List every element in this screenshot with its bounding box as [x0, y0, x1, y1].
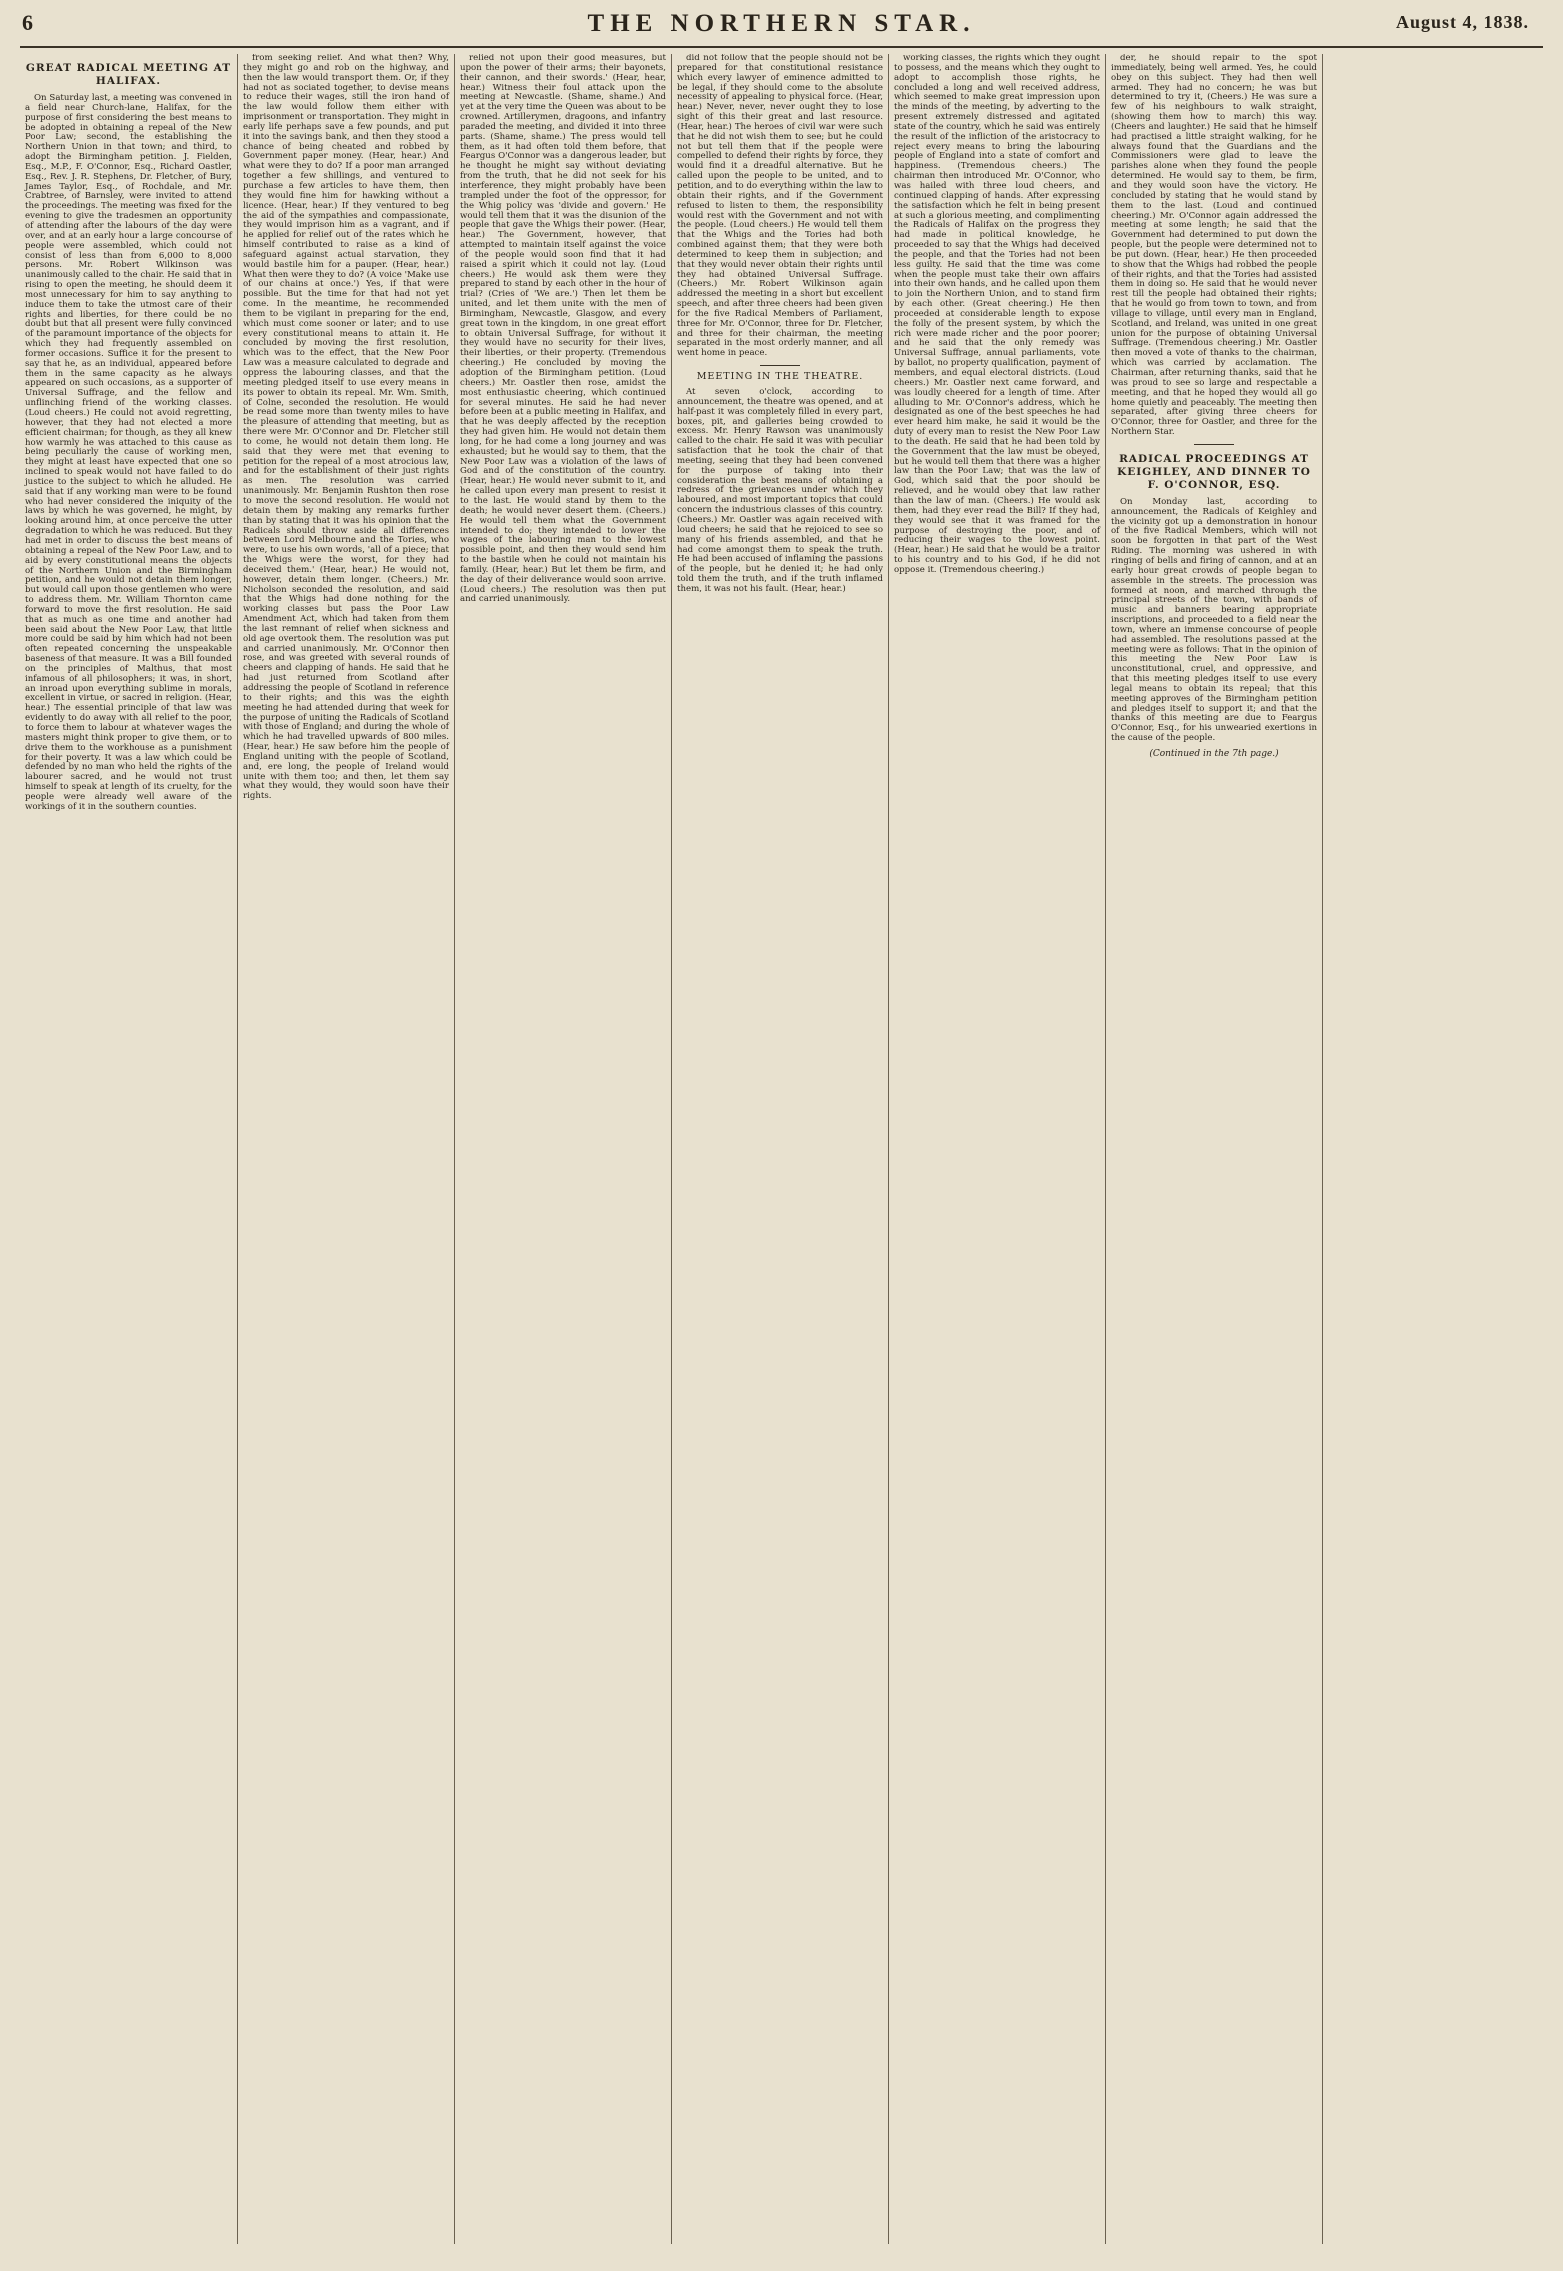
page-number: 6: [22, 10, 33, 35]
newspaper-title: THE NORTHERN STAR.: [587, 10, 976, 37]
article-headline: GREAT RADICAL MEETING AT HALIFAX.: [25, 62, 232, 87]
masthead: [0, 0, 1563, 44]
issue-date: August 4, 1838.: [1395, 12, 1529, 32]
article-body: did not follow that the people should not be prepared for that constitutional resistance which every lawyer of eminence admitted to be legal, if they should come to the absolute necessity of appealing to physical force. (Hear, hear.) Never, never, never ought they to lose sight of this their great and last resource. (Hear, hear.) The heroes of civil war were such that he did not wish them to see; but he could not but tell them that if the people were compelled to defend their rights by force, they would find it a dreadful alternative. But he called upon the people to be united, and to petition, and to do everything within the law to obtain their rights, and if the Government refused to listen to them, the responsibility would rest with the Government and not with the people. (Loud cheers.) He would tell them that the Whigs and the Tories had both combined against them; that they were both determined to keep them in subjection; and that they would never obtain their rights until they had obtained Universal Suffrage. (Cheers.) Mr. Robert Wilkinson again addressed the meeting in a short but excellent speech, and after three cheers had been given for the five Radical Members of Parliament, three for Mr. O'Connor, three for Dr. Fletcher, and three for their chairman, the meeting separated in the most orderly manner, and all went home in peace.: [677, 54, 883, 359]
article-body: On Saturday last, a meeting was convened in a field near Church-lane, Halifax, for the purpose of first considering the best means to be adopted in obtaining a repeal of the New Poor Law; second, the establishing the Northern Union in that town; and third, to adopt the Birmingham petition. J. Fielden, Esq., M.P., F. O'Connor, Esq., Richard Oastler, Esq., Rev. J. R. Stephens, Dr. Fletcher, of Bury, James Taylor, Esq., of Rochdale, and Mr. Crabtree, of Barnsley, were invited to attend the proceedings. The meeting was fixed for the evening to give the tradesmen an opportunity of attending after the labours of the day were over, and at an early hour a large concourse of people were assembled, which could not consist of less than from 6,000 to 8,000 persons. Mr. Robert Wilkinson was unanimously called to the chair. He said that in rising to open the meeting, he should deem it most unnecessary for him to say anything to induce them to take the utmost care of their rights and liberties, for there could be no doubt but that all present were fully convinced of the paramount importance of the objects for which they had frequently assembled on former occasions. Suffice it for the present to say that he, as an individual, appeared before them in the same capacity as he always appeared on such occasions, as a supporter of Universal Suffrage, and the fellow and unflinching friend of the working classes. (Loud cheers.) He could not avoid regretting, however, that they had not elected a more efficient chairman; for though, as they all knew how warmly he was attached to this cause as being peculiarly the cause of working men, they might at least have expected that one so inclined to speak would not have failed to do justice to the subject to which he alluded. He said that if any working man were to be found who had never considered the iniquity of the laws by which he was governed, he might, by looking around him, at once perceive the utter degradation to which he was reduced. But they had met in order to discuss the best means of obtaining a repeal of the New Poor Law, and to aid by every constitutional means the objects of the Northern Union and the Birmingham petition, and he would not detain them longer, but would call upon those gentlemen who were to address them. Mr. William Thornton came forward to move the first resolution. He said that as much as one time and another had been said about the New Poor Law, that little more could be said by him which had not been often repeated concerning the unspeakable baseness of that measure. It was a Bill founded on the principles of Malthus, that most infamous of all philosophers; it was, in short, an inroad upon everything sublime in morals, excellent in virtue, or sacred in religion. (Hear, hear.) The essential principle of that law was evidently to do away with all relief to the poor, to force them to labour at whatever wages the masters might think proper to give them, or to drive them to the workhouse as a punishment for their poverty. It was a law which could be defended by no man who held the rights of the labourer sacred, and he would not trust himself to speak at length of its cruelty, for the people were already well aware of the workings of it in the southern counties.: [25, 93, 232, 812]
article-body: At seven o'clock, according to announcement, the theatre was opened, and at half-past it was completely filled in every part, boxes, pit, and galleries being crowded to excess. Mr. Henry Rawson was unanimously called to the chair. He said it was with peculiar satisfaction that he took the chair of that meeting, seeing that they had been convened for the purpose of taking into their consideration the best means of obtaining a redress of the grievances under which they laboured, and most important topics that could concern the industrious classes of this country. (Cheers.) Mr. Oastler was again received with loud cheers; he said that he rejoiced to see so many of his friends assembled, and that he had come amongst them to speak the truth. He had been accused of inflaming the passions of the people, but he denied it; he had only told them the truth, and if the truth inflamed them, it was not his fault. (Hear, hear.): [677, 387, 883, 594]
continuation-note: (Continued in the 7th page.): [1149, 749, 1279, 759]
column-7: [1322, 54, 1539, 2244]
article-body: working classes, the rights which they ought to possess, and the means which they ought to adopt to accomplish those rights, he concluded a long and well received address, which seemed to make great impression upon the minds of the meeting, by adverting to the present extremely distressed and agitated state of the country, which he said was entirely the result of the infliction of the aristocracy to reject every means to bring the labouring people of England into a state of comfort and happiness. (Tremendous cheers.) The chairman then introduced Mr. O'Connor, who was hailed with three loud cheers, and continued clapping of hands. After expressing the satisfaction which he felt in being present at such a glorious meeting, and complimenting the Radicals of Halifax on the progress they had made in political knowledge, he proceeded to say that the Whigs had deceived the people, and that the Tories had not been less guilty. He said that the time was come when the people must take their own affairs into their own hands, and he called upon them to join the Northern Union, and to stand firm by each other. (Great cheering.) He then proceeded at considerable length to expose the folly of the present system, by which the rich were made richer and the poor poorer; and he said that the only remedy was Universal Suffrage, annual parliaments, vote by ballot, no property qualification, payment of members, and equal electoral districts. (Loud cheers.) Mr. Oastler next came forward, and was loudly cheered for a length of time. After alluding to Mr. O'Connor's address, which he designated as one of the best speeches he had ever heard him make, he said it would be the duty of every man to resist the New Poor Law to the death. He said that he had been told by the Government that the law must be obeyed, but he would tell them that there was a higher law than the Poor Law; that was the law of God, which said that the poor should be relieved, and he would obey that law rather than the law of man. (Cheers.) He would ask them, had they ever read the Bill? If they had, they would see that it was framed for the purpose of destroying the poor, and of reducing their wages to the lowest point. (Hear, hear.) He said that he would be a traitor to his country and to his God, if he did not oppose it. (Tremendous cheering.): [894, 54, 1100, 575]
article-body: der, he should repair to the spot immediately, being well armed. Yes, he could obey on this subject. They had then well armed. They had no concern; he was but determined to try it, (Cheers.) He was sure a few of his neighbours to walk straight, (showing them how to march) this way. (Cheers and laughter.) He said that he himself had practised a little straight walking, for he always found that the Guardians and the Commissioners were glad to leave the parishes alone when they found the people determined. He would say to them, be firm, and they would soon have the victory. He concluded by stating that he would stand by them to the last. (Loud and continued cheering.) Mr. O'Connor again addressed the meeting at some length; he said that the Government had determined to put down the people, but the people were determined not to be put down. (Hear, hear.) He then proceeded to show that the Whigs had robbed the people of their rights, and that the Tories had assisted them in doing so. He said that he would never rest till the people had obtained their rights; that he would go from town to town, and from village to village, until every man in England, Scotland, and Ireland, was united in one great union for the purpose of obtaining Universal Suffrage. (Tremendous cheering.) Mr. Oastler then moved a vote of thanks to the chairman, which was carried by acclamation. The Chairman, after returning thanks, said that he was proud to see so large and respectable a meeting, and that he hoped they would all go home quietly and peaceably. The meeting then separated, after giving three cheers for O'Connor, three for Oastler, and three for the Northern Star.: [1111, 54, 1317, 438]
column-1: [20, 54, 237, 2244]
masthead-rule: [20, 46, 1543, 48]
article-headline: RADICAL PROCEEDINGS AT KEIGHLEY, AND DINNER TO F. O'CONNOR, ESQ.: [1117, 452, 1311, 491]
section-subheading: MEETING IN THE THEATRE.: [696, 371, 864, 383]
article-body: relied not upon their good measures, but upon the power of their arms; their bayonets, their cannon, and their swords.' (Hear, hear, hear.) Witness their foul attack upon the meeting at Newcastle. (Shame, shame.) And yet at the very time the Queen was about to be crowned. Artillerymen, dragoons, and infantry paraded the meeting, and divided it into three parts. (Shame, shame.) The press would tell them, as it had often told them before, that Feargus O'Connor was a dangerous leader, but he thought he might say without deviating from the truth, that he did not seek for his interference, they might probably have been trampled under the foot of the oppressor, for the Whig policy was 'divide and govern.' He would tell them that it was the disunion of the people that gave the Whigs their power. (Hear, hear.) The Government, however, that attempted to maintain itself against the voice of the people would soon find that it had raised a spirit which it could not lay. (Loud cheers.) He would ask them were they prepared to stand by each other in the hour of trial? (Cries of 'We are.') Then let them be united, and let them unite with the men of Birmingham, Newcastle, Glasgow, and every great town in the kingdom, in one great effort to obtain Universal Suffrage, for without it they would have no security for their lives, their liberties, or their property. (Tremendous cheering.) He concluded by moving the adoption of the Birmingham petition. (Loud cheers.) Mr. Oastler then rose, amidst the most enthusiastic cheering, which continued for several minutes. He said he had never before been at a public meeting in Halifax, and that he was deeply affected by the reception they had given him. He would not detain them long, for he had come a long journey and was exhausted; but he would say to them, that the New Poor Law was a violation of the laws of God and of the constitution of the country. (Hear, hear.) He would never submit to it, and he called upon every man present to resist it to the last. He would stand by them to the death; he would never desert them. (Cheers.) He would tell them what the Government intended to do; they intended to lower the wages of the labouring man to the lowest possible point, and then they would send him to the bastile when he could not maintain his family. (Hear, hear.) But let them be firm, and the day of their deliverance would soon arrive. (Loud cheers.) The resolution was then put and carried unanimously.: [460, 54, 666, 605]
column-2: [237, 54, 454, 2244]
column-6: [1105, 54, 1322, 2244]
article-body: On Monday last, according to announcement, the Radicals of Keighley and the vicinity got up a demonstration in honour of the five Radical Members, which will not soon be forgotten in that part of the West Riding. The morning was ushered in with ringing of bells and firing of cannon, and at an early hour great crowds of people began to assemble in the streets. The procession was formed at noon, and marched through the principal streets of the town, with bands of music and banners bearing appropriate inscriptions, and proceeded to a field near the town, where an immense concourse of people had assembled. The resolutions passed at the meeting were as follows: That in the opinion of this meeting the New Poor Law is unconstitutional, cruel, and oppressive, and that this meeting pledges itself to use every legal means to obtain its repeal; that this meeting approves of the Birmingham petition and pledges itself to support it; and that the thanks of this meeting are due to Feargus O'Connor, Esq., for his unwearied exertions in the cause of the people.: [1111, 496, 1317, 744]
column-4: [671, 54, 888, 2244]
column-3: [454, 54, 671, 2244]
article-body: from seeking relief. And what then? Why, they might go and rob on the highway, and then the law would transport them. Or, if they had not as sociated together, to devise means to reduce their wages, still the iron hand of the law would follow them either with imprisonment or transportation. They might in early life perhaps save a few pounds, and put it into the savings bank, and then they stood a chance of being cheated and robbed by Government paper money. (Hear, hear.) And what were they to do? If a poor man arranged together a few shillings, and ventured to purchase a few articles to have them, then they would fine him for hawking without a licence. (Hear, hear.) If they ventured to beg the aid of the sympathies and compassionate, they would imprison him as a vagrant, and if he applied for relief out of the rates which he himself contributed to raise as a kind of safeguard against actual starvation, they would bastile him for a pauper. (Hear, hear.) What then were they to do? (A voice 'Make use of our chains at once.') Yes, if that were possible. But the time for that had not yet come. In the meantime, he recommended them to be vigilant in preparing for the end, which must come sooner or later; and to use every constitutional means to attain it. He concluded by moving the first resolution, which was to the effect, that the New Poor Law was a measure calculated to degrade and oppress the labouring classes, and that the meeting pledged itself to use every means in its power to obtain its repeal. Mr. Wm. Smith, of Colne, seconded the resolution. He would be read some more than twenty miles to have the pleasure of attending that meeting, but as there were Mr. O'Connor and Dr. Fletcher still to come, he would not detain them long. He said that they were met that evening to petition for the repeal of a most atrocious law, and for the establishment of their just rights as men. The resolution was carried unanimously. Mr. Benjamin Rushton then rose to move the second resolution. He would not detain them by making any remarks further than by stating that it was his opinion that the Radicals should throw aside all differences between Lord Melbourne and the Tories, who were, to use his own words, 'all of a piece; that the Whigs were the worst, for they had deceived them.' (Hear, hear.) He would not, however, detain them longer. (Cheers.) Mr. Nicholson seconded the resolution, and said that the Whigs had done nothing for the working classes but pass the Poor Law Amendment Act, which had taken from them the last remnant of relief when sickness and old age overtook them. The resolution was put and carried unanimously. Mr. O'Connor then rose, and was greeted with several rounds of cheers and clapping of hands. He said that he had just returned from Scotland after addressing the people of Scotland in reference to their rights; and this was the eighth meeting he had attended during that week for the purpose of uniting the Radicals of Scotland with those of England; and during the whole of which he had travelled upwards of 800 miles. (Hear, hear.) He saw before him the people of England uniting with the people of Scotland, and, ere long, the people of Ireland would unite with them too; and then, let them say what they would, they would soon have their rights.: [243, 54, 449, 802]
article-columns: [20, 54, 1543, 2244]
section-divider: [1194, 444, 1234, 445]
section-divider: [760, 365, 800, 366]
column-5: [888, 54, 1105, 2244]
